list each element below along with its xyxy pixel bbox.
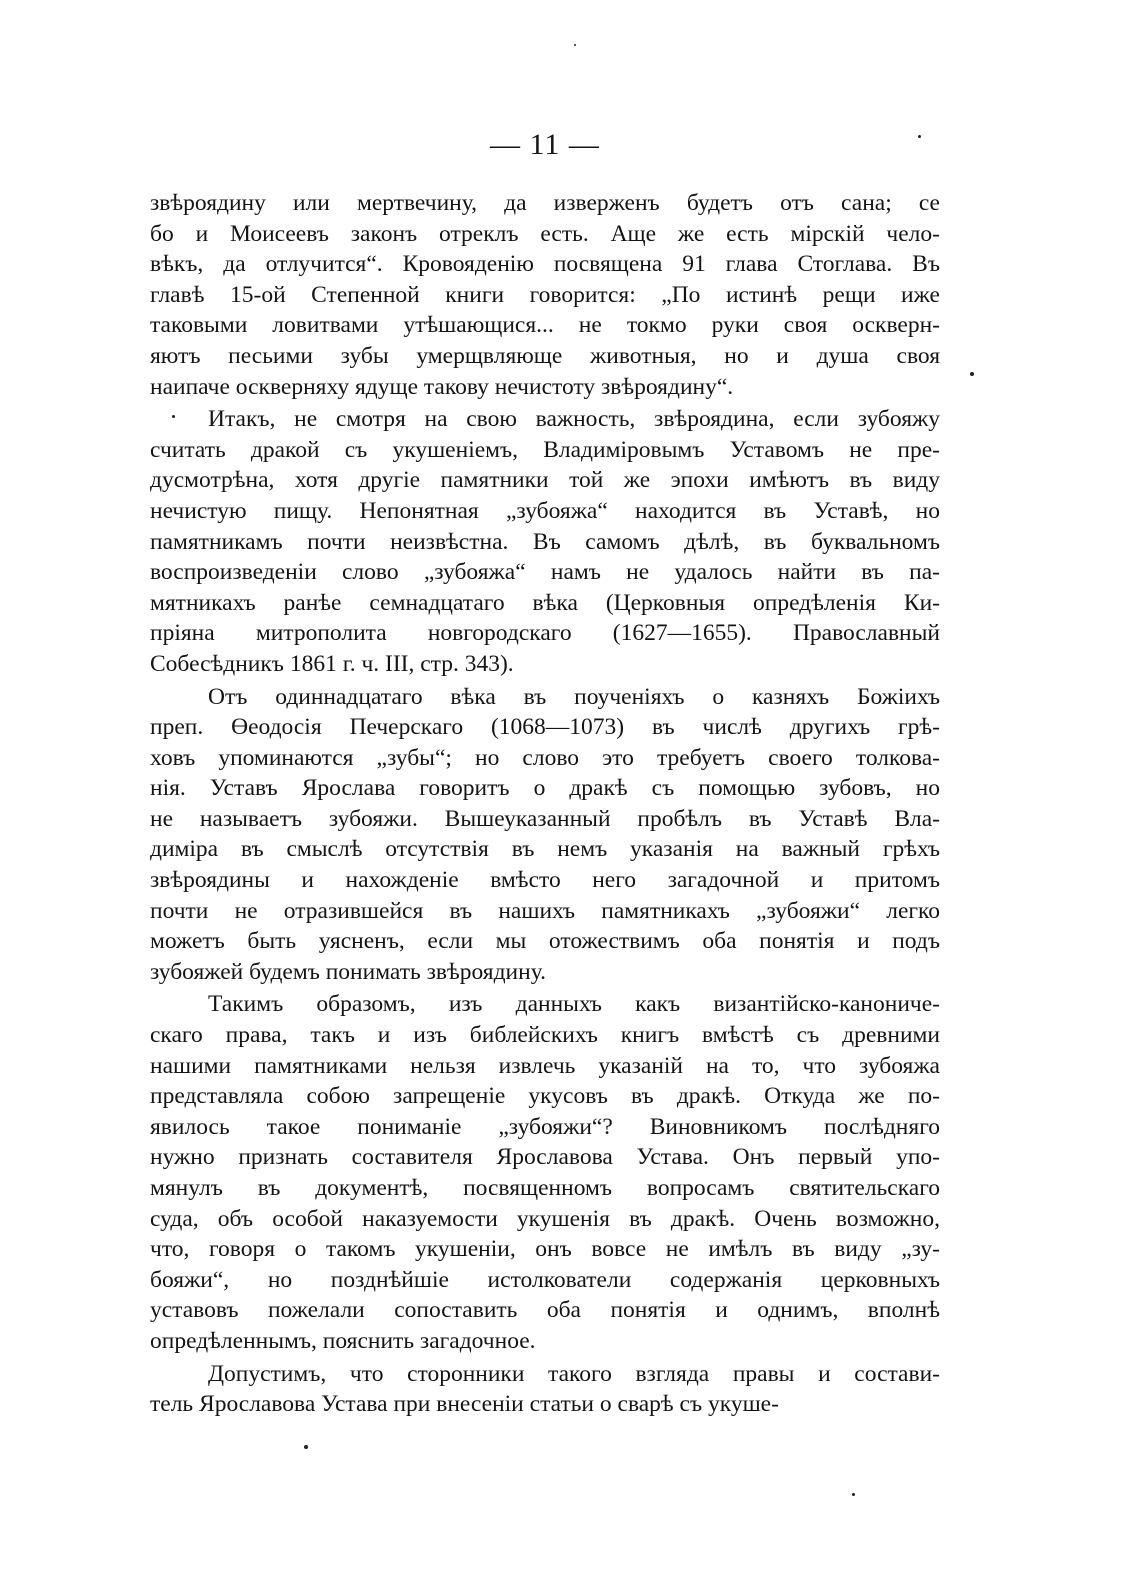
text-line: зубояжей будемъ понимать звѣроядину. <box>150 958 546 985</box>
text-line: Такимъ образомъ, изъ данныхъ какъ византійско-канониче- <box>208 991 940 1018</box>
text-line: опредѣленнымъ, пояснить загадочное. <box>150 1327 536 1354</box>
paragraph <box>150 1359 940 1420</box>
scan-speck <box>970 372 974 376</box>
text-line: ховъ упоминаются „зубы“; но слово это требуетъ своего толкова- <box>150 744 940 771</box>
text-line: Отъ одиннадцатаго вѣка въ поученіяхъ о казняхъ Божіихъ <box>208 683 940 710</box>
text-line: тель Ярославова Устава при внесеніи статьи о сварѣ съ укуше- <box>150 1391 779 1418</box>
page-number: — 11 — <box>490 128 600 161</box>
text-line: мятникахъ ранѣе семнадцатаго вѣка (Церковныя опредѣленія Ки- <box>150 589 940 616</box>
text-line: вѣкъ, да отлучится“. Кровояденію посвящена 91 глава Стоглава. Въ <box>150 251 940 278</box>
text-line: воспроизведеніи слово „зубояжа“ намъ не удалось найти въ па- <box>150 559 940 586</box>
text-line: считать дракой съ укушеніемъ, Владиміровымъ Уставомъ не пре- <box>150 436 940 463</box>
text-line: бояжи“, но позднѣйшіе истолкователи содержанія церковныхъ <box>150 1266 940 1293</box>
scan-speck <box>918 135 921 138</box>
text-line: почти не отразившейся въ нашихъ памятникахъ „зубояжи“ легко <box>150 897 940 924</box>
text-line: наипаче оскверняху ядуще такову нечистоту звѣроядину“. <box>150 373 734 400</box>
scan-speck <box>852 1493 855 1496</box>
text-line: уставовъ пожелали сопоставить оба понятія и однимъ, вполнѣ <box>150 1297 940 1324</box>
text-line: памятникамъ почти неизвѣстна. Въ самомъ дѣлѣ, въ буквальномъ <box>150 528 940 555</box>
text-line: яютъ песьими зубы умерщвляюще животныя, но и душа своя <box>150 342 940 369</box>
scan-speck <box>304 1445 308 1449</box>
text-line: пріяна митрополита новгородскаго (1627—1655). Православный <box>150 620 940 647</box>
text-line: дусмотрѣна, хотя другіе памятники той же эпохи имѣютъ въ виду <box>150 467 940 494</box>
text-line: таковыми ловитвами утѣшающися... не токмо руки своя оскверн- <box>150 312 940 339</box>
text-line: суда, объ особой наказуемости укушенія въ дракѣ. Очень возможно, <box>150 1205 940 1232</box>
paragraph <box>150 404 940 679</box>
text-line: звѣроядины и нахожденіе вмѣсто него загадочной и притомъ <box>150 867 940 894</box>
text-line: нечистую пищу. Непонятная „зубояжа“ находится въ Уставѣ, но <box>150 497 940 524</box>
text-line: преп. Өеодосія Печерскаго (1068—1073) въ числѣ другихъ грѣ- <box>150 714 940 741</box>
text-line: нашими памятниками нельзя извлечь указаній на то, что зубояжа <box>150 1052 940 1079</box>
text-line: нужно признать составителя Ярославова Устава. Онъ первый упо- <box>150 1144 940 1171</box>
text-line: Итакъ, не смотря на свою важность, звѣроядина, если зубояжу <box>208 406 940 433</box>
text-line: диміра въ смыслѣ отсутствія въ немъ указанія на важный грѣхъ <box>150 836 940 863</box>
scan-speck <box>172 415 175 418</box>
text-line: что, говоря о такомъ укушеніи, онъ вовсе не имѣлъ въ виду „зу- <box>150 1236 940 1263</box>
text-line: представляла собою запрещеніе укусовъ въ дракѣ. Откуда же по- <box>150 1083 940 1110</box>
text-line: звѣроядину или мертвечину, да изверженъ будетъ отъ сана; се <box>150 190 940 216</box>
text-line: нія. Уставъ Ярослава говоритъ о дракѣ съ помощью зубовъ, но <box>150 775 940 802</box>
text-line: бо и Моисеевъ законъ отреклъ есть. Аще же есть мірскій чело- <box>150 220 940 247</box>
text-line: мянулъ въ документѣ, посвященномъ вопросамъ святительскаго <box>150 1175 940 1201</box>
text-line: не называетъ зубояжи. Вышеуказанный пробѣлъ въ Уставѣ Вла- <box>150 805 940 832</box>
text-line: Собесѣдникъ 1861 г. ч. III, стр. 343). <box>150 650 514 677</box>
text-line: явилось такое пониманіе „зубояжи“? Виновникомъ послѣдняго <box>150 1113 940 1140</box>
scan-speck <box>574 44 576 46</box>
text-line: Допустимъ, что сторонники такого взгляда правы и состави- <box>208 1360 940 1387</box>
paragraph <box>150 989 940 1356</box>
text-line: скаго права, такъ и изъ библейскихъ книгъ вмѣстѣ съ древними <box>150 1022 940 1049</box>
paragraph <box>150 682 940 988</box>
text-line: главѣ 15-ой Степенной книги говорится: „По истинѣ рещи иже <box>150 281 940 308</box>
body-text <box>150 188 940 1420</box>
text-line: можетъ быть уясненъ, если мы отожествимъ оба понятія и подъ <box>150 928 940 955</box>
paragraph <box>150 188 940 402</box>
